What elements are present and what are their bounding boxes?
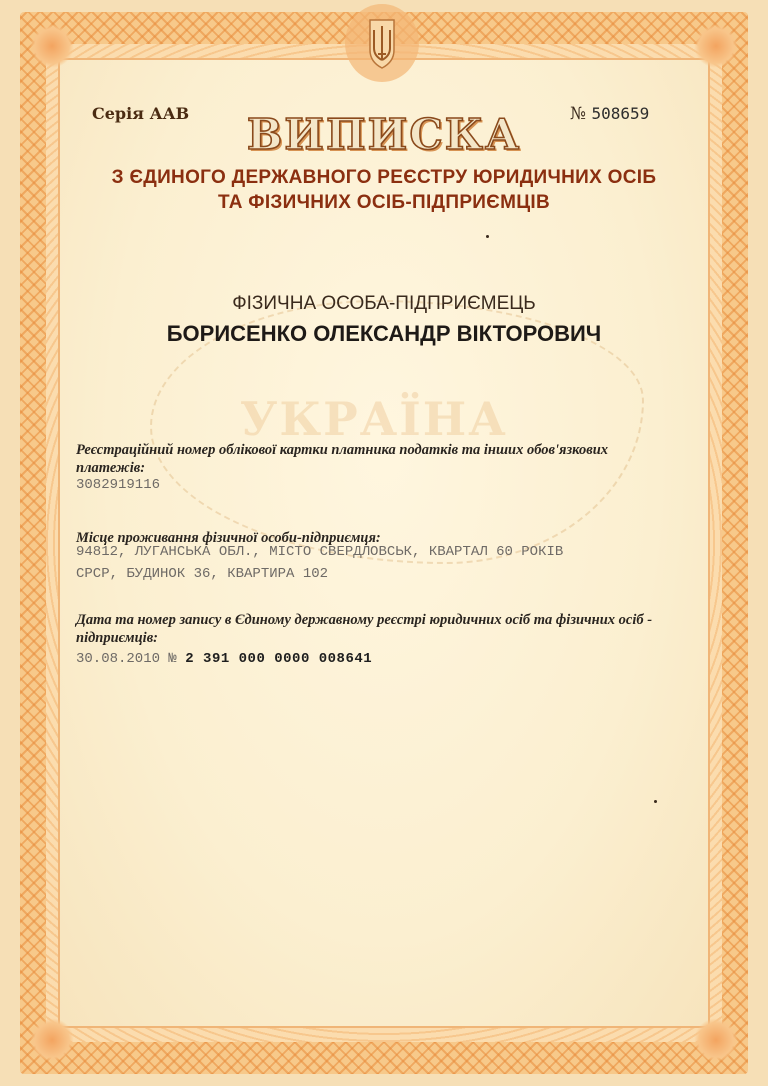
- record-label: Дата та номер запису в Єдиному державному реєстрі юридичних осіб та фізичних осіб - підприємців:: [76, 612, 653, 646]
- speck: [486, 235, 489, 238]
- trident-emblem-icon: [343, 2, 421, 84]
- tax-number-label: Реєстраційний номер облікової картки платника податків та інших обов'язкових платежів:: [76, 442, 609, 476]
- tax-number-value: 3082919116: [76, 477, 161, 493]
- residence-label: Місце проживання фізичної особи-підприємця:: [76, 530, 381, 546]
- number-symbol: №: [570, 104, 587, 124]
- corner-ornament-bottom-left: [30, 1018, 74, 1062]
- record-date: 30.08.2010 №: [76, 651, 177, 667]
- series-label: Серія ААВ: [92, 104, 190, 123]
- record-number: 2 391 000 0000 008641: [185, 651, 373, 667]
- residence-line-1: 94812, ЛУГАНСЬКА ОБЛ., МІСТО СВЕРДЛОВСЬК, КВАРТАЛ 60 РОКІВ: [76, 544, 564, 560]
- document-title: ВИПИСКА: [246, 110, 522, 159]
- watermark-text: УКРАЇНА: [240, 392, 508, 446]
- corner-ornament-top-left: [30, 24, 74, 68]
- number-value: 508659: [591, 104, 650, 123]
- record-value: [76, 648, 696, 670]
- entrepreneur-type: ФІЗИЧНА ОСОБА-ПІДПРИЄМЕЦЬ: [232, 293, 536, 314]
- residence-line-2: СРСР, БУДИНОК 36, КВАРТИРА 102: [76, 566, 329, 582]
- subtitle-line-2: ТА ФІЗИЧНИХ ОСІБ-ПІДПРИЄМЦІВ: [218, 192, 550, 213]
- corner-ornament-bottom-right: [694, 1018, 738, 1062]
- corner-ornament-top-right: [694, 24, 738, 68]
- subtitle-line-1: З ЄДИНОГО ДЕРЖАВНОГО РЕЄСТРУ ЮРИДИЧНИХ ОСІБ: [111, 167, 657, 188]
- speck: [654, 800, 657, 803]
- entrepreneur-name: БОРИСЕНКО ОЛЕКСАНДР ВІКТОРОВИЧ: [166, 321, 602, 346]
